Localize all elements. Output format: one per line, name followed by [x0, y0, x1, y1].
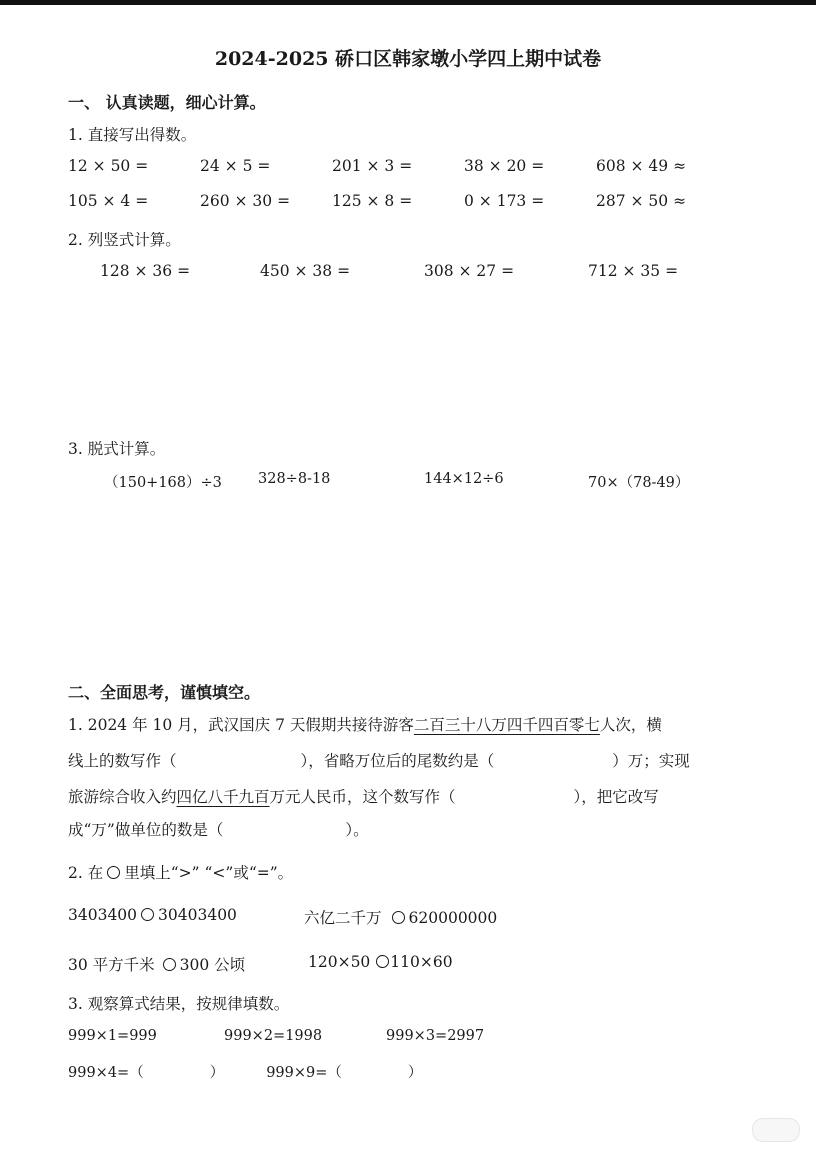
compare-left: 120×50: [308, 953, 371, 971]
top-rule: [0, 0, 816, 5]
circle-icon: [107, 866, 120, 879]
pattern-text: ）: [209, 1065, 225, 1081]
compare-circle[interactable]: [163, 958, 176, 971]
page-title: 2024-2025 硚口区韩家墩小学四上期中试卷: [214, 48, 602, 70]
q3-label: 3. 脱式计算。: [68, 440, 166, 458]
q1-row2-item1: 105 × 4 =: [68, 192, 149, 210]
compare-circle[interactable]: [392, 911, 405, 924]
compare-row-2b: [308, 953, 453, 971]
q1-row1-item3: 201 × 3 =: [332, 157, 413, 175]
p2q1-text-c3: ），把它改写: [573, 788, 659, 806]
pattern-row1-item3: 999×3=2997: [386, 1028, 485, 1044]
p2q1-text-b1: 线上的数写作（: [68, 752, 177, 770]
compare-left: 30 平方千米: [68, 956, 155, 974]
q2-item3: 308 × 27 =: [424, 262, 515, 280]
q1-row1-item2: 24 × 5 =: [200, 157, 271, 175]
compare-row-1b: [304, 906, 497, 928]
q1-row1-item5: 608 × 49 ≈: [596, 157, 687, 175]
p2q1-text-d1: 成“万”做单位的数是（: [68, 821, 224, 839]
pattern-text: ）: [407, 1065, 423, 1081]
compare-row-2: [68, 953, 245, 975]
part2-heading: 二、全面思考，谨慎填空。: [68, 683, 261, 702]
q2-item4: 712 × 35 =: [588, 262, 679, 280]
q3-item3: 144×12÷6: [424, 471, 504, 487]
q1-label: 1. 直接写出得数。: [68, 126, 197, 144]
p2q1-text-b2: ），省略万位后的尾数约是（: [300, 752, 495, 770]
p2q1-line1: [68, 713, 662, 735]
q3-item1: （150+168）÷3: [104, 475, 222, 491]
watermark-logo: [752, 1118, 800, 1142]
p2q1-underlined-number: 二百三十八万四千四百零七: [413, 716, 600, 734]
pattern-row2: [68, 1061, 422, 1082]
p2q1-text-c2: 万元人民币，这个数写作（: [269, 788, 456, 806]
q2-item2: 450 × 38 =: [260, 262, 351, 280]
pattern-row1-item1: 999×1=999: [68, 1028, 157, 1044]
q1-row1-item1: 12 × 50 =: [68, 157, 149, 175]
p2q2-text-post: 里填上“>” “<”或“=”。: [124, 864, 294, 882]
p2q2-label: [68, 861, 293, 883]
p2q1-text-c1: 旅游综合收入约: [68, 788, 177, 806]
q2-label: 2. 列竖式计算。: [68, 231, 181, 249]
compare-right: 30403400: [158, 906, 237, 924]
q2-item1: 128 × 36 =: [100, 262, 191, 280]
q1-row1-item4: 38 × 20 =: [464, 157, 545, 175]
p2q1-line3: [68, 785, 659, 807]
compare-right: 300 公顷: [179, 956, 246, 974]
p2q1-text-a2: 人次，横: [599, 716, 662, 734]
q1-row2-item4: 0 × 173 =: [464, 192, 545, 210]
p2q1-line2: [68, 749, 690, 771]
compare-row-1: [68, 906, 237, 924]
q1-row2-item3: 125 × 8 =: [332, 192, 413, 210]
p2q1-text-b3: ）万；实现: [612, 752, 690, 770]
q1-row2-item2: 260 × 30 =: [200, 192, 291, 210]
p2q1-line4: [68, 818, 369, 840]
q3-item4: 70×（78-49）: [588, 475, 690, 491]
compare-right: 110×60: [390, 953, 453, 971]
compare-circle[interactable]: [376, 955, 389, 968]
q3-item2: 328÷8-18: [258, 471, 331, 487]
pattern-text: 999×4=（: [68, 1065, 144, 1081]
pattern-text: 999×9=（: [266, 1065, 342, 1081]
compare-left: 六亿二千万: [304, 909, 382, 927]
p2q3-label: 3. 观察算式结果，按规律填数。: [68, 995, 290, 1013]
compare-left: 3403400: [68, 906, 138, 924]
p2q2-text-pre: 2. 在: [68, 864, 104, 882]
p2q1-underlined-income: 四亿八千九百: [176, 788, 270, 806]
p2q1-text-d2: ）。: [345, 821, 369, 839]
q1-row2-item5: 287 × 50 ≈: [596, 192, 687, 210]
compare-right: 620000000: [408, 909, 498, 927]
part1-heading: 一、 认真读题，细心计算。: [68, 93, 266, 112]
p2q1-text-a1: 1. 2024 年 10 月，武汉国庆 7 天假期共接待游客: [68, 716, 414, 734]
pattern-row1-item2: 999×2=1998: [224, 1028, 323, 1044]
compare-circle[interactable]: [141, 908, 154, 921]
